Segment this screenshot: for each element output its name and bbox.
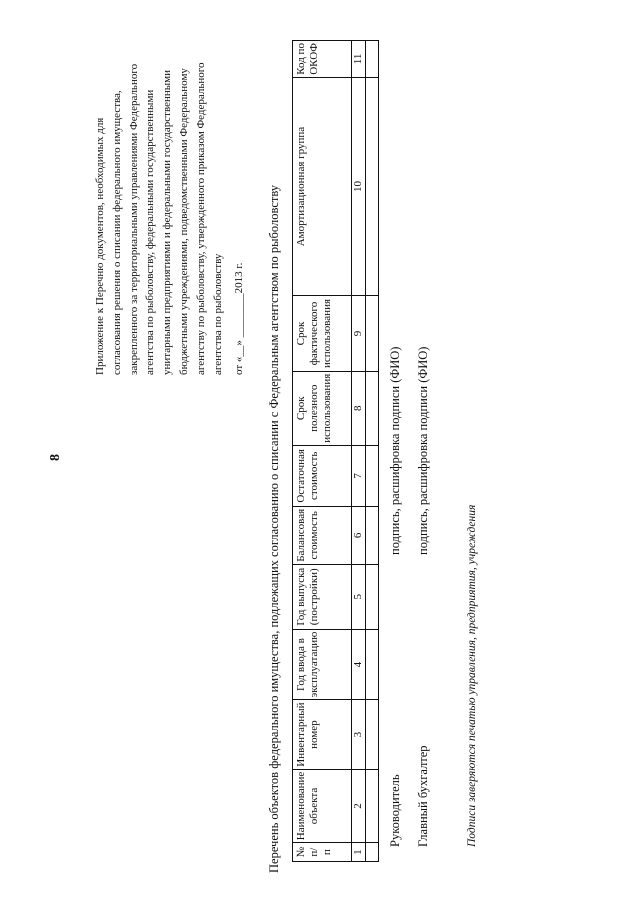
table-cell bbox=[366, 843, 379, 862]
stamp-note: Подписи заверяются печатью управления, предприятия, учреждения bbox=[466, 504, 478, 847]
column-header: Инвентарный номер bbox=[293, 700, 352, 769]
column-number-row bbox=[352, 41, 366, 862]
appendix-line: бюджетными учреждениями, подведомственными Федеральному bbox=[177, 68, 190, 375]
column-number: 8 bbox=[352, 371, 366, 445]
appendix-line: Приложение к Перечню документов, необходимых для bbox=[94, 117, 106, 375]
appendix-line: согласования решения о списании федерального имущества, bbox=[110, 90, 123, 375]
table-cell bbox=[366, 371, 379, 445]
list-title: Перечень объектов федерального имущества, подлежащих согласованию о списании с Федеральным агентством по рыболовству bbox=[267, 184, 281, 873]
column-header: Наименование объекта bbox=[293, 769, 352, 843]
table-cell bbox=[366, 629, 379, 700]
column-header: Год выпуска (постройки) bbox=[293, 564, 352, 629]
column-number: 7 bbox=[352, 445, 366, 506]
table-cell bbox=[366, 41, 379, 78]
head-signature-label: Руководитель bbox=[388, 774, 402, 847]
appendix-line: закрепленного за территориальными управлениями Федерального bbox=[127, 63, 140, 375]
column-number: 6 bbox=[352, 506, 366, 564]
table-cell bbox=[366, 769, 379, 843]
table-cell bbox=[366, 445, 379, 506]
column-header: Год ввода в эксплуатацию bbox=[293, 629, 352, 700]
column-header: Код по ОКОФ bbox=[293, 41, 352, 78]
table-cell bbox=[366, 564, 379, 629]
column-number: 5 bbox=[352, 564, 366, 629]
appendix-date-line: от «__» ________2013 г. bbox=[233, 262, 246, 375]
column-header: Амортизационная группа bbox=[293, 77, 352, 295]
column-header: № п/п bbox=[293, 843, 352, 862]
objects-table bbox=[292, 40, 379, 862]
appendix-header bbox=[92, 35, 248, 375]
table-cell bbox=[366, 506, 379, 564]
table-cell bbox=[366, 700, 379, 769]
appendix-line: агентству по рыболовству, утвержденного приказом Федерального bbox=[194, 62, 207, 375]
appendix-line: агентства по рыболовству, федеральными государственными bbox=[144, 89, 157, 375]
table-cell bbox=[366, 296, 379, 371]
column-number: 3 bbox=[352, 700, 366, 769]
column-header: Срок фактического использования bbox=[293, 296, 352, 371]
column-number: 4 bbox=[352, 629, 366, 700]
accountant-signature-label: Главный бухгалтер bbox=[416, 745, 430, 847]
column-number: 9 bbox=[352, 296, 366, 371]
column-number: 2 bbox=[352, 769, 366, 843]
head-signature-field: подпись, расшифровка подписи (ФИО) bbox=[388, 346, 402, 555]
column-number: 10 bbox=[352, 77, 366, 295]
page-number: 8 bbox=[48, 454, 63, 461]
table-row bbox=[366, 41, 379, 862]
column-header: Остаточная стоимость bbox=[293, 445, 352, 506]
table-cell bbox=[366, 77, 379, 295]
column-header: Срок полезного использования bbox=[293, 371, 352, 445]
accountant-signature-field: подпись, расшифровка подписи (ФИО) bbox=[416, 346, 430, 555]
table-header-row bbox=[293, 41, 352, 862]
column-number: 11 bbox=[352, 41, 366, 78]
column-header: Балансовая стоимость bbox=[293, 506, 352, 564]
appendix-line: агентства по рыболовству bbox=[211, 253, 224, 375]
column-number: 1 bbox=[352, 843, 366, 862]
appendix-line: унитарными предприятиями и федеральными государственными bbox=[161, 70, 174, 375]
